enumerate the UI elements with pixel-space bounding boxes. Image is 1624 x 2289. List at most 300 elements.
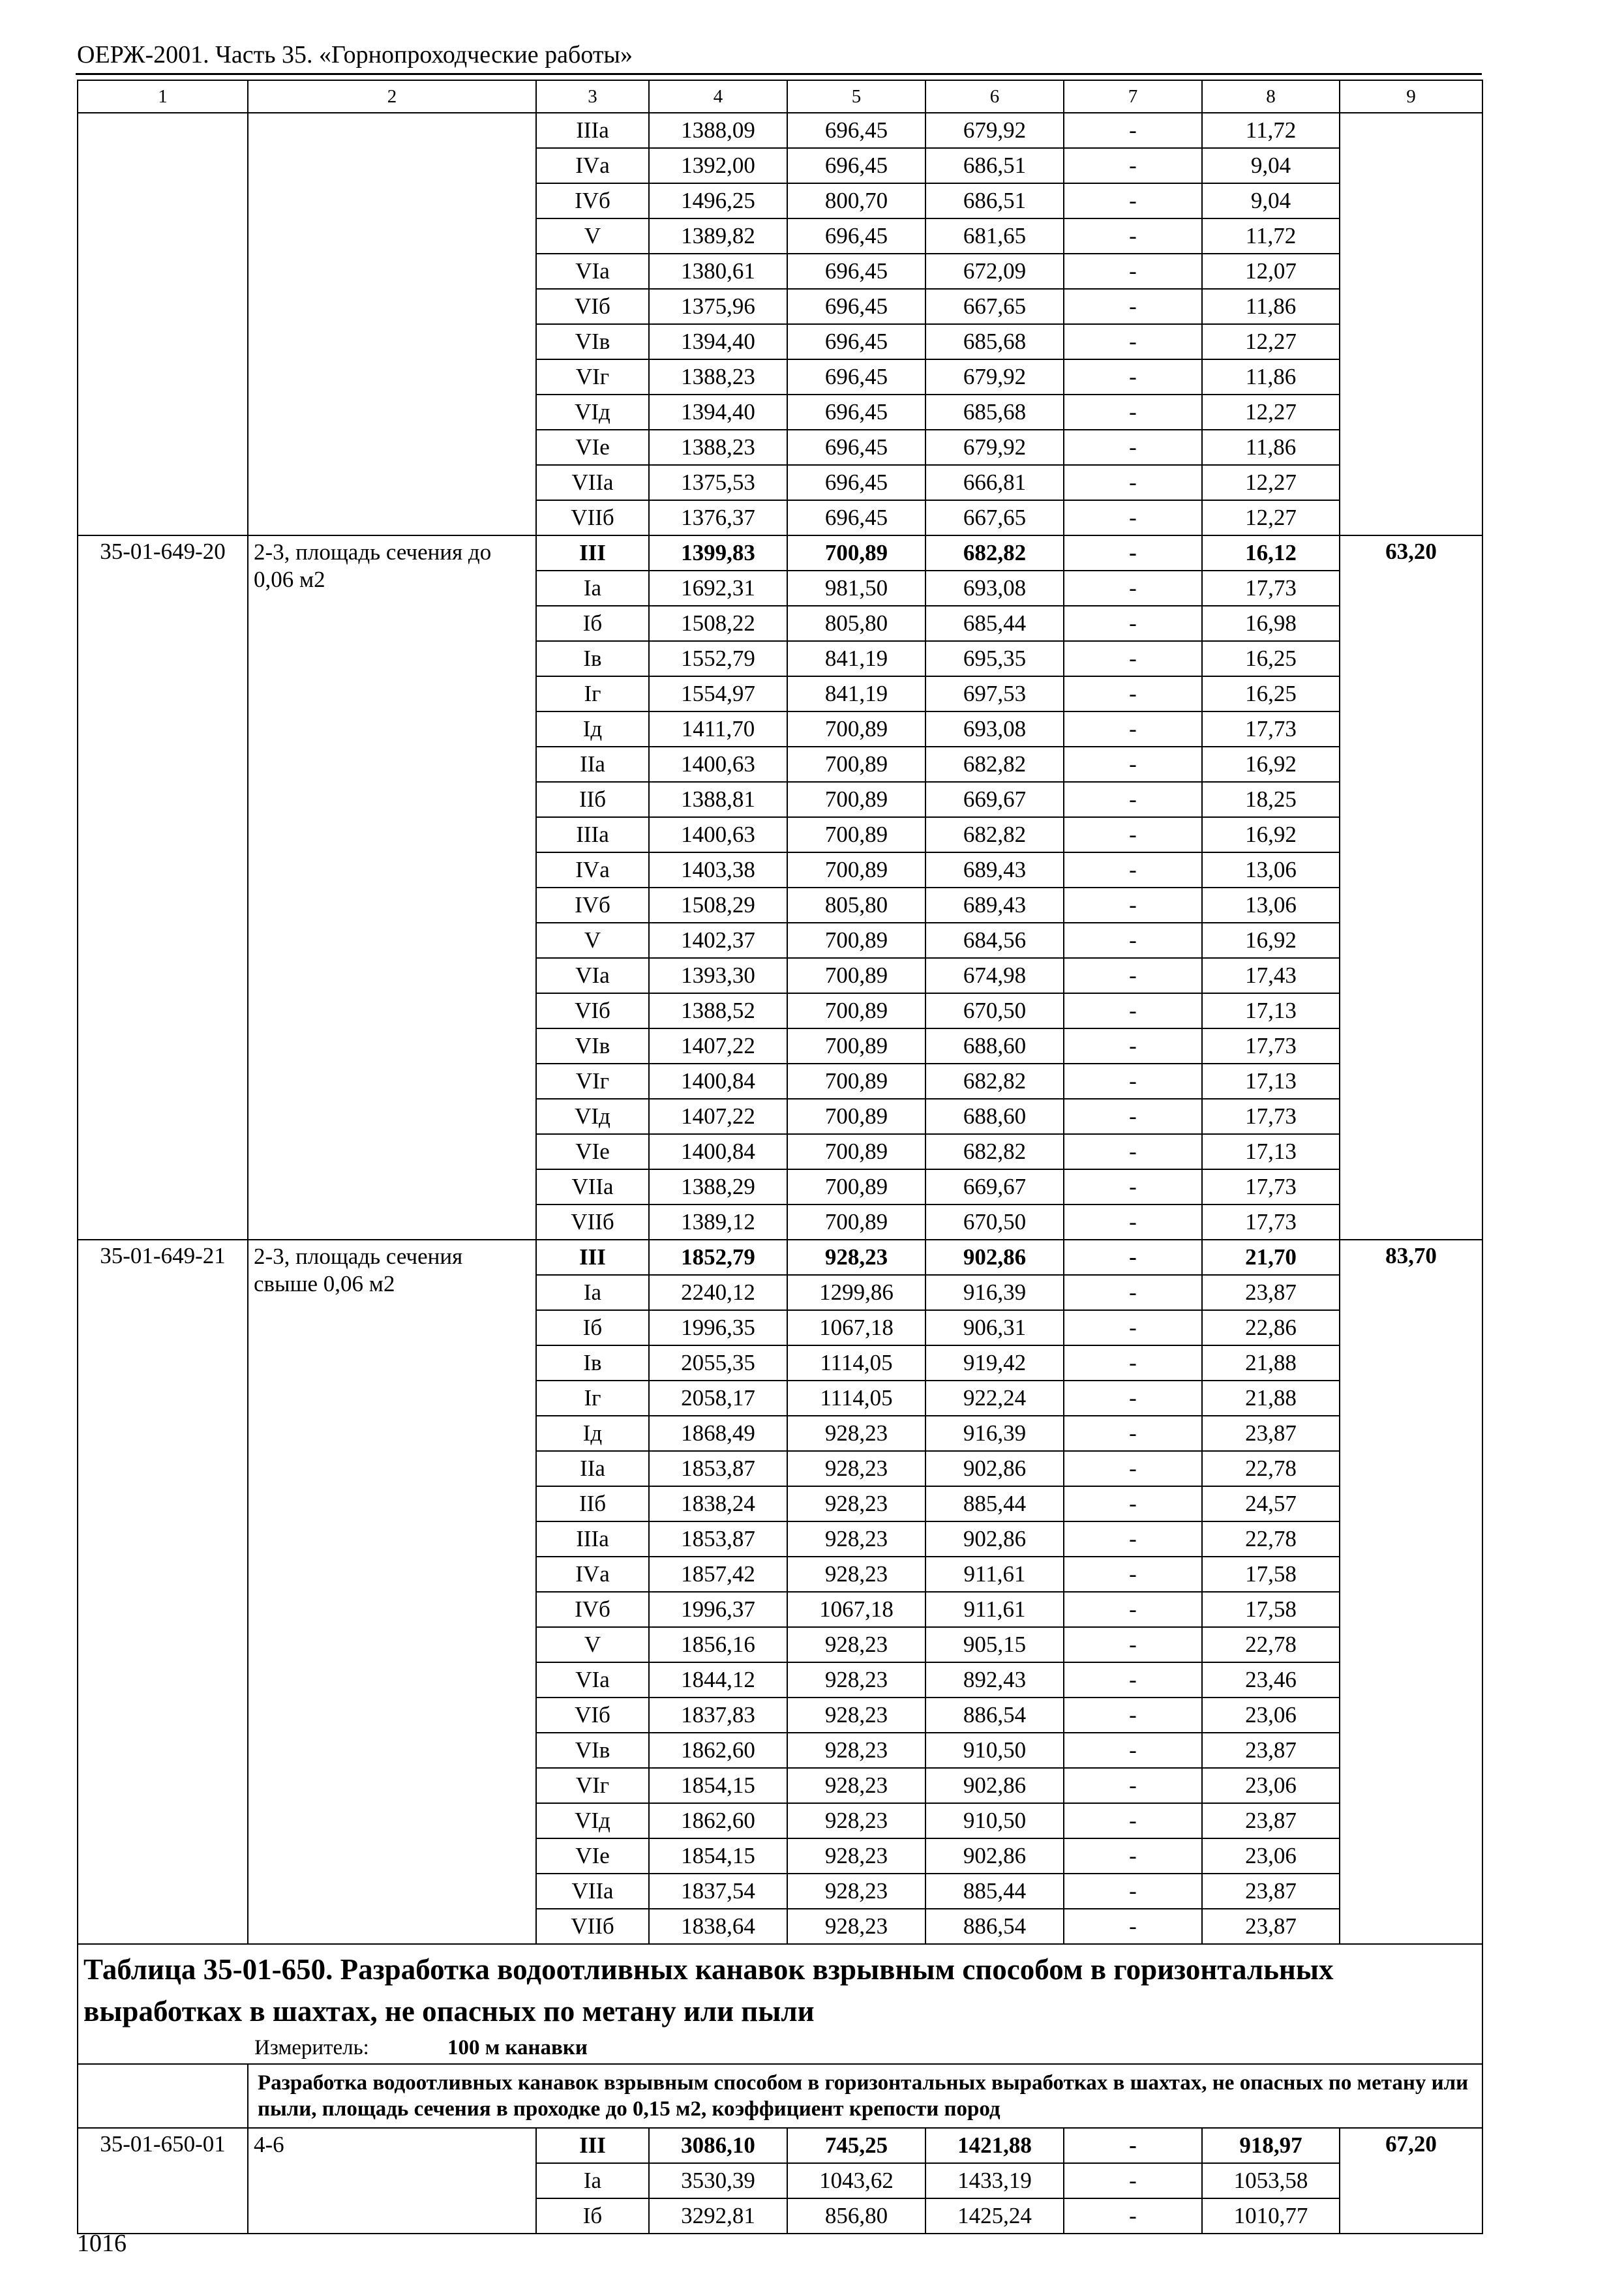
rock-class-cell: Iв (536, 1345, 649, 1381)
materials-cell: 12,27 (1202, 324, 1340, 359)
machines-cell: 910,50 (925, 1733, 1064, 1768)
machines-cell: 686,51 (925, 183, 1064, 218)
wages-cell: 700,89 (787, 852, 925, 888)
machinist-wages-cell: - (1064, 1240, 1202, 1275)
total-cost-cell: 1403,38 (649, 852, 787, 888)
machinist-wages-cell: - (1064, 888, 1202, 923)
total-cost-cell: 1838,24 (649, 1486, 787, 1521)
materials-cell: 11,86 (1202, 289, 1340, 324)
materials-cell: 16,92 (1202, 747, 1340, 782)
machinist-wages-cell: - (1064, 1803, 1202, 1838)
machines-cell: 885,44 (925, 1486, 1064, 1521)
rock-class-cell: IIа (536, 1451, 649, 1486)
machines-cell: 695,35 (925, 641, 1064, 676)
wages-cell: 700,89 (787, 782, 925, 817)
wages-cell: 696,45 (787, 218, 925, 254)
machines-cell: 688,60 (925, 1028, 1064, 1064)
code-cell: 35-01-649-21 (78, 1240, 248, 1944)
wages-cell: 928,23 (787, 1240, 925, 1275)
total-cost-cell: 2240,12 (649, 1275, 787, 1310)
rock-class-cell: VIе (536, 1838, 649, 1874)
total-cost-cell: 2058,17 (649, 1381, 787, 1416)
column-number-5: 5 (787, 80, 925, 113)
total-cost-cell: 1389,82 (649, 218, 787, 254)
description-cell: 2-3, площадь сечения свыше 0,06 м2 (248, 1240, 536, 1944)
machinist-wages-cell: - (1064, 1416, 1202, 1451)
meter-label: Измеритель: (254, 2036, 369, 2059)
rock-class-cell: Iб (536, 2198, 649, 2234)
machines-cell: 1433,19 (925, 2163, 1064, 2198)
rock-class-cell: VIе (536, 1134, 649, 1169)
machines-cell: 685,44 (925, 606, 1064, 641)
machinist-wages-cell: - (1064, 500, 1202, 535)
machines-cell: 679,92 (925, 113, 1064, 148)
machines-cell: 916,39 (925, 1275, 1064, 1310)
rock-class-cell: IVб (536, 888, 649, 923)
wages-cell: 700,89 (787, 747, 925, 782)
machines-cell: 922,24 (925, 1381, 1064, 1416)
rock-class-cell: Iг (536, 1381, 649, 1416)
total-cost-cell: 1394,40 (649, 324, 787, 359)
page-number: 1016 (77, 2230, 127, 2257)
wages-cell: 745,25 (787, 2128, 925, 2163)
materials-cell: 9,04 (1202, 148, 1340, 183)
machinist-wages-cell: - (1064, 395, 1202, 430)
machinist-wages-cell: - (1064, 852, 1202, 888)
machines-cell: 693,08 (925, 571, 1064, 606)
machinist-wages-cell: - (1064, 254, 1202, 289)
machinist-wages-cell: - (1064, 359, 1202, 395)
wages-cell: 928,23 (787, 1662, 925, 1698)
header-divider (76, 73, 1482, 75)
total-cost-cell: 1838,64 (649, 1909, 787, 1944)
materials-cell: 22,78 (1202, 1451, 1340, 1486)
wages-cell: 1299,86 (787, 1275, 925, 1310)
machinist-wages-cell: - (1064, 1099, 1202, 1134)
labor-cell: 83,70 (1340, 1240, 1482, 1944)
machines-cell: 670,50 (925, 993, 1064, 1028)
rock-class-cell: III (536, 1240, 649, 1275)
machinist-wages-cell: - (1064, 1557, 1202, 1592)
estimate-table (77, 80, 1483, 2234)
labor-cell: 63,20 (1340, 535, 1482, 1240)
code-cell: 35-01-649-20 (78, 535, 248, 1240)
rock-class-cell: VIб (536, 1698, 649, 1733)
rock-class-cell: VIв (536, 1028, 649, 1064)
wages-cell: 856,80 (787, 2198, 925, 2234)
rock-class-cell: VIIб (536, 1204, 649, 1240)
machines-cell: 679,92 (925, 430, 1064, 465)
machinist-wages-cell: - (1064, 183, 1202, 218)
subheading-spacer (78, 2064, 248, 2128)
column-number-8: 8 (1202, 80, 1340, 113)
machines-cell: 666,81 (925, 465, 1064, 500)
total-cost-cell: 1375,53 (649, 465, 787, 500)
machines-cell: 902,86 (925, 1240, 1064, 1275)
materials-cell: 13,06 (1202, 888, 1340, 923)
rock-class-cell: VIе (536, 430, 649, 465)
rock-class-cell: Iг (536, 676, 649, 711)
machines-cell: 885,44 (925, 1874, 1064, 1909)
machinist-wages-cell: - (1064, 1486, 1202, 1521)
materials-cell: 23,87 (1202, 1275, 1340, 1310)
machinist-wages-cell: - (1064, 1662, 1202, 1698)
wages-cell: 841,19 (787, 676, 925, 711)
rock-class-cell: VIIб (536, 500, 649, 535)
machinist-wages-cell: - (1064, 1838, 1202, 1874)
wages-cell: 696,45 (787, 289, 925, 324)
total-cost-cell: 1837,83 (649, 1698, 787, 1733)
total-cost-cell: 1400,63 (649, 747, 787, 782)
total-cost-cell: 1853,87 (649, 1521, 787, 1557)
total-cost-cell: 1508,29 (649, 888, 787, 923)
materials-cell: 12,27 (1202, 395, 1340, 430)
materials-cell: 21,88 (1202, 1345, 1340, 1381)
machines-cell: 685,68 (925, 324, 1064, 359)
materials-cell: 16,92 (1202, 923, 1340, 958)
total-cost-cell: 1856,16 (649, 1627, 787, 1662)
total-cost-cell: 1380,61 (649, 254, 787, 289)
machinist-wages-cell: - (1064, 289, 1202, 324)
machines-cell: 672,09 (925, 254, 1064, 289)
machines-cell: 667,65 (925, 500, 1064, 535)
machinist-wages-cell: - (1064, 782, 1202, 817)
wages-cell: 696,45 (787, 113, 925, 148)
rock-class-cell: VIв (536, 1733, 649, 1768)
machinist-wages-cell: - (1064, 324, 1202, 359)
machines-cell: 902,86 (925, 1451, 1064, 1486)
wages-cell: 696,45 (787, 359, 925, 395)
machinist-wages-cell: - (1064, 1733, 1202, 1768)
materials-cell: 17,73 (1202, 1028, 1340, 1064)
rock-class-cell: IVб (536, 1592, 649, 1627)
code-cell (78, 113, 248, 535)
materials-cell: 23,06 (1202, 1698, 1340, 1733)
materials-cell: 23,87 (1202, 1874, 1340, 1909)
wages-cell: 841,19 (787, 641, 925, 676)
rock-class-cell: VIIа (536, 1169, 649, 1204)
materials-cell: 17,73 (1202, 711, 1340, 747)
machinist-wages-cell: - (1064, 1064, 1202, 1099)
rock-class-cell: V (536, 1627, 649, 1662)
rock-class-cell: VIд (536, 395, 649, 430)
materials-cell: 22,78 (1202, 1627, 1340, 1662)
total-cost-cell: 1375,96 (649, 289, 787, 324)
machinist-wages-cell: - (1064, 1275, 1202, 1310)
total-cost-cell: 1853,87 (649, 1451, 787, 1486)
wages-cell: 696,45 (787, 430, 925, 465)
total-cost-cell: 1407,22 (649, 1099, 787, 1134)
machinist-wages-cell: - (1064, 1169, 1202, 1204)
machines-cell: 1425,24 (925, 2198, 1064, 2234)
total-cost-cell: 1554,97 (649, 676, 787, 711)
machines-cell: 669,67 (925, 1169, 1064, 1204)
materials-cell: 16,12 (1202, 535, 1340, 571)
description-cell (248, 113, 536, 535)
meter-value: 100 м канавки (447, 2036, 588, 2059)
total-cost-cell: 1996,35 (649, 1310, 787, 1345)
total-cost-cell: 1400,84 (649, 1134, 787, 1169)
wages-cell: 696,45 (787, 324, 925, 359)
wages-cell: 700,89 (787, 923, 925, 958)
wages-cell: 696,45 (787, 500, 925, 535)
machinist-wages-cell: - (1064, 430, 1202, 465)
column-number-9: 9 (1340, 80, 1482, 113)
total-cost-cell: 1402,37 (649, 923, 787, 958)
machinist-wages-cell: - (1064, 1909, 1202, 1944)
description-cell: 4-6 (248, 2128, 536, 2234)
column-number-3: 3 (536, 80, 649, 113)
machinist-wages-cell: - (1064, 148, 1202, 183)
rock-class-cell: VIв (536, 324, 649, 359)
total-cost-cell: 1399,83 (649, 535, 787, 571)
machines-cell: 689,43 (925, 852, 1064, 888)
machinist-wages-cell: - (1064, 218, 1202, 254)
rock-class-cell: IIб (536, 782, 649, 817)
wages-cell: 1067,18 (787, 1592, 925, 1627)
machines-cell: 906,31 (925, 1310, 1064, 1345)
rock-class-cell: VIб (536, 993, 649, 1028)
wages-cell: 696,45 (787, 395, 925, 430)
machines-cell: 685,68 (925, 395, 1064, 430)
labor-cell (1340, 113, 1482, 535)
machines-cell: 1421,88 (925, 2128, 1064, 2163)
total-cost-cell: 1407,22 (649, 1028, 787, 1064)
wages-cell: 928,23 (787, 1557, 925, 1592)
rock-class-cell: IVа (536, 1557, 649, 1592)
total-cost-cell: 3530,39 (649, 2163, 787, 2198)
wages-cell: 700,89 (787, 1064, 925, 1099)
subheading-cell: Разработка водоотливных канавок взрывным способом в горизонтальных выработках в шахтах, не опасных по метану или пыли, площадь сечения в проходке до 0,15 м2, коэффициент крепости пород (248, 2064, 1482, 2128)
rock-class-cell: VIIб (536, 1909, 649, 1944)
materials-cell: 17,73 (1202, 1204, 1340, 1240)
total-cost-cell: 1857,42 (649, 1557, 787, 1592)
machinist-wages-cell: - (1064, 2128, 1202, 2163)
subheading-row (78, 2064, 1482, 2128)
machinist-wages-cell: - (1064, 1345, 1202, 1381)
wages-cell: 928,23 (787, 1416, 925, 1451)
wages-cell: 700,89 (787, 1169, 925, 1204)
machinist-wages-cell: - (1064, 1310, 1202, 1345)
machinist-wages-cell: - (1064, 2198, 1202, 2234)
machines-cell: 682,82 (925, 1064, 1064, 1099)
rock-class-cell: Iб (536, 1310, 649, 1345)
machinist-wages-cell: - (1064, 817, 1202, 852)
machinist-wages-cell: - (1064, 641, 1202, 676)
machines-cell: 905,15 (925, 1627, 1064, 1662)
rock-class-cell: Iа (536, 1275, 649, 1310)
rock-class-cell: III (536, 2128, 649, 2163)
rock-class-cell: Iд (536, 1416, 649, 1451)
rock-class-cell: V (536, 218, 649, 254)
wages-cell: 981,50 (787, 571, 925, 606)
total-cost-cell: 2055,35 (649, 1345, 787, 1381)
wages-cell: 928,23 (787, 1451, 925, 1486)
rock-class-cell: VIд (536, 1803, 649, 1838)
wages-cell: 928,23 (787, 1521, 925, 1557)
wages-cell: 696,45 (787, 148, 925, 183)
column-number-7: 7 (1064, 80, 1202, 113)
machinist-wages-cell: - (1064, 1768, 1202, 1803)
materials-cell: 1053,58 (1202, 2163, 1340, 2198)
machines-cell: 911,61 (925, 1557, 1064, 1592)
materials-cell: 11,72 (1202, 218, 1340, 254)
table-row (78, 1240, 1482, 1275)
total-cost-cell: 1496,25 (649, 183, 787, 218)
machinist-wages-cell: - (1064, 923, 1202, 958)
materials-cell: 17,73 (1202, 1099, 1340, 1134)
machines-cell: 902,86 (925, 1838, 1064, 1874)
wages-cell: 928,23 (787, 1627, 925, 1662)
materials-cell: 17,58 (1202, 1557, 1340, 1592)
materials-cell: 11,86 (1202, 359, 1340, 395)
materials-cell: 21,88 (1202, 1381, 1340, 1416)
total-cost-cell: 1852,79 (649, 1240, 787, 1275)
machinist-wages-cell: - (1064, 535, 1202, 571)
materials-cell: 17,13 (1202, 1064, 1340, 1099)
rock-class-cell: Iа (536, 2163, 649, 2198)
machines-cell: 693,08 (925, 711, 1064, 747)
machines-cell: 679,92 (925, 359, 1064, 395)
materials-cell: 23,06 (1202, 1838, 1340, 1874)
column-number-1: 1 (78, 80, 248, 113)
materials-cell: 16,25 (1202, 641, 1340, 676)
total-cost-cell: 1394,40 (649, 395, 787, 430)
total-cost-cell: 1862,60 (649, 1733, 787, 1768)
machines-cell: 669,67 (925, 782, 1064, 817)
wages-cell: 696,45 (787, 465, 925, 500)
rock-class-cell: VIг (536, 1768, 649, 1803)
machinist-wages-cell: - (1064, 958, 1202, 993)
materials-cell: 23,46 (1202, 1662, 1340, 1698)
machines-cell: 902,86 (925, 1768, 1064, 1803)
rock-class-cell: VIг (536, 1064, 649, 1099)
wages-cell: 928,23 (787, 1874, 925, 1909)
machinist-wages-cell: - (1064, 747, 1202, 782)
total-cost-cell: 1392,00 (649, 148, 787, 183)
total-cost-cell: 1854,15 (649, 1768, 787, 1803)
rock-class-cell: VIIа (536, 465, 649, 500)
machines-cell: 910,50 (925, 1803, 1064, 1838)
rock-class-cell: IIа (536, 747, 649, 782)
rock-class-cell: IIб (536, 1486, 649, 1521)
materials-cell: 21,70 (1202, 1240, 1340, 1275)
materials-cell: 18,25 (1202, 782, 1340, 817)
table-title-row (78, 1944, 1482, 2064)
rock-class-cell: Iв (536, 641, 649, 676)
total-cost-cell: 1552,79 (649, 641, 787, 676)
materials-cell: 23,06 (1202, 1768, 1340, 1803)
wages-cell: 700,89 (787, 817, 925, 852)
wages-cell: 700,89 (787, 1204, 925, 1240)
rock-class-cell: VIа (536, 254, 649, 289)
machines-cell: 682,82 (925, 535, 1064, 571)
total-cost-cell: 3292,81 (649, 2198, 787, 2234)
rock-class-cell: IVа (536, 148, 649, 183)
materials-cell: 12,07 (1202, 254, 1340, 289)
total-cost-cell: 1400,84 (649, 1064, 787, 1099)
machines-cell: 886,54 (925, 1698, 1064, 1733)
rock-class-cell: IIIа (536, 113, 649, 148)
materials-cell: 17,13 (1202, 993, 1340, 1028)
column-number-4: 4 (649, 80, 787, 113)
total-cost-cell: 3086,10 (649, 2128, 787, 2163)
total-cost-cell: 1389,12 (649, 1204, 787, 1240)
materials-cell: 12,27 (1202, 465, 1340, 500)
materials-cell: 12,27 (1202, 500, 1340, 535)
rock-class-cell: V (536, 923, 649, 958)
materials-cell: 23,87 (1202, 1733, 1340, 1768)
total-cost-cell: 1388,52 (649, 993, 787, 1028)
rock-class-cell: VIг (536, 359, 649, 395)
materials-cell: 918,97 (1202, 2128, 1340, 2163)
machines-cell: 670,50 (925, 1204, 1064, 1240)
total-cost-cell: 1400,63 (649, 817, 787, 852)
materials-cell: 16,98 (1202, 606, 1340, 641)
machinist-wages-cell: - (1064, 1627, 1202, 1662)
wages-cell: 700,89 (787, 958, 925, 993)
wages-cell: 928,23 (787, 1733, 925, 1768)
machines-cell: 689,43 (925, 888, 1064, 923)
materials-cell: 11,72 (1202, 113, 1340, 148)
wages-cell: 800,70 (787, 183, 925, 218)
page-header: ОЕРЖ-2001. Часть 35. «Горнопроходческие работы» (77, 41, 633, 68)
wages-cell: 928,23 (787, 1909, 925, 1944)
wages-cell: 696,45 (787, 254, 925, 289)
wages-cell: 700,89 (787, 1099, 925, 1134)
materials-cell: 23,87 (1202, 1909, 1340, 1944)
machinist-wages-cell: - (1064, 1028, 1202, 1064)
total-cost-cell: 1844,12 (649, 1662, 787, 1698)
materials-cell: 22,78 (1202, 1521, 1340, 1557)
wages-cell: 1114,05 (787, 1381, 925, 1416)
total-cost-cell: 1868,49 (649, 1416, 787, 1451)
materials-cell: 16,92 (1202, 817, 1340, 852)
total-cost-cell: 1854,15 (649, 1838, 787, 1874)
wages-cell: 805,80 (787, 606, 925, 641)
machines-cell: 697,53 (925, 676, 1064, 711)
machinist-wages-cell: - (1064, 1521, 1202, 1557)
machinist-wages-cell: - (1064, 1451, 1202, 1486)
labor-cell: 67,20 (1340, 2128, 1482, 2234)
materials-cell: 17,43 (1202, 958, 1340, 993)
total-cost-cell: 1996,37 (649, 1592, 787, 1627)
wages-cell: 1114,05 (787, 1345, 925, 1381)
materials-cell: 23,87 (1202, 1416, 1340, 1451)
materials-cell: 17,58 (1202, 1592, 1340, 1627)
total-cost-cell: 1393,30 (649, 958, 787, 993)
wages-cell: 700,89 (787, 1028, 925, 1064)
machinist-wages-cell: - (1064, 1592, 1202, 1627)
table-title-cell (78, 1944, 1482, 2064)
total-cost-cell: 1837,54 (649, 1874, 787, 1909)
wages-cell: 928,23 (787, 1768, 925, 1803)
wages-cell: 928,23 (787, 1838, 925, 1874)
wages-cell: 700,89 (787, 1134, 925, 1169)
machines-cell: 688,60 (925, 1099, 1064, 1134)
machines-cell: 682,82 (925, 1134, 1064, 1169)
wages-cell: 928,23 (787, 1698, 925, 1733)
table-row (78, 2128, 1482, 2163)
total-cost-cell: 1692,31 (649, 571, 787, 606)
rock-class-cell: VIа (536, 1662, 649, 1698)
machines-cell: 681,65 (925, 218, 1064, 254)
meter-line (83, 2032, 1477, 2063)
machines-cell: 684,56 (925, 923, 1064, 958)
wages-cell: 700,89 (787, 711, 925, 747)
rock-class-cell: Iб (536, 606, 649, 641)
machines-cell: 886,54 (925, 1909, 1064, 1944)
